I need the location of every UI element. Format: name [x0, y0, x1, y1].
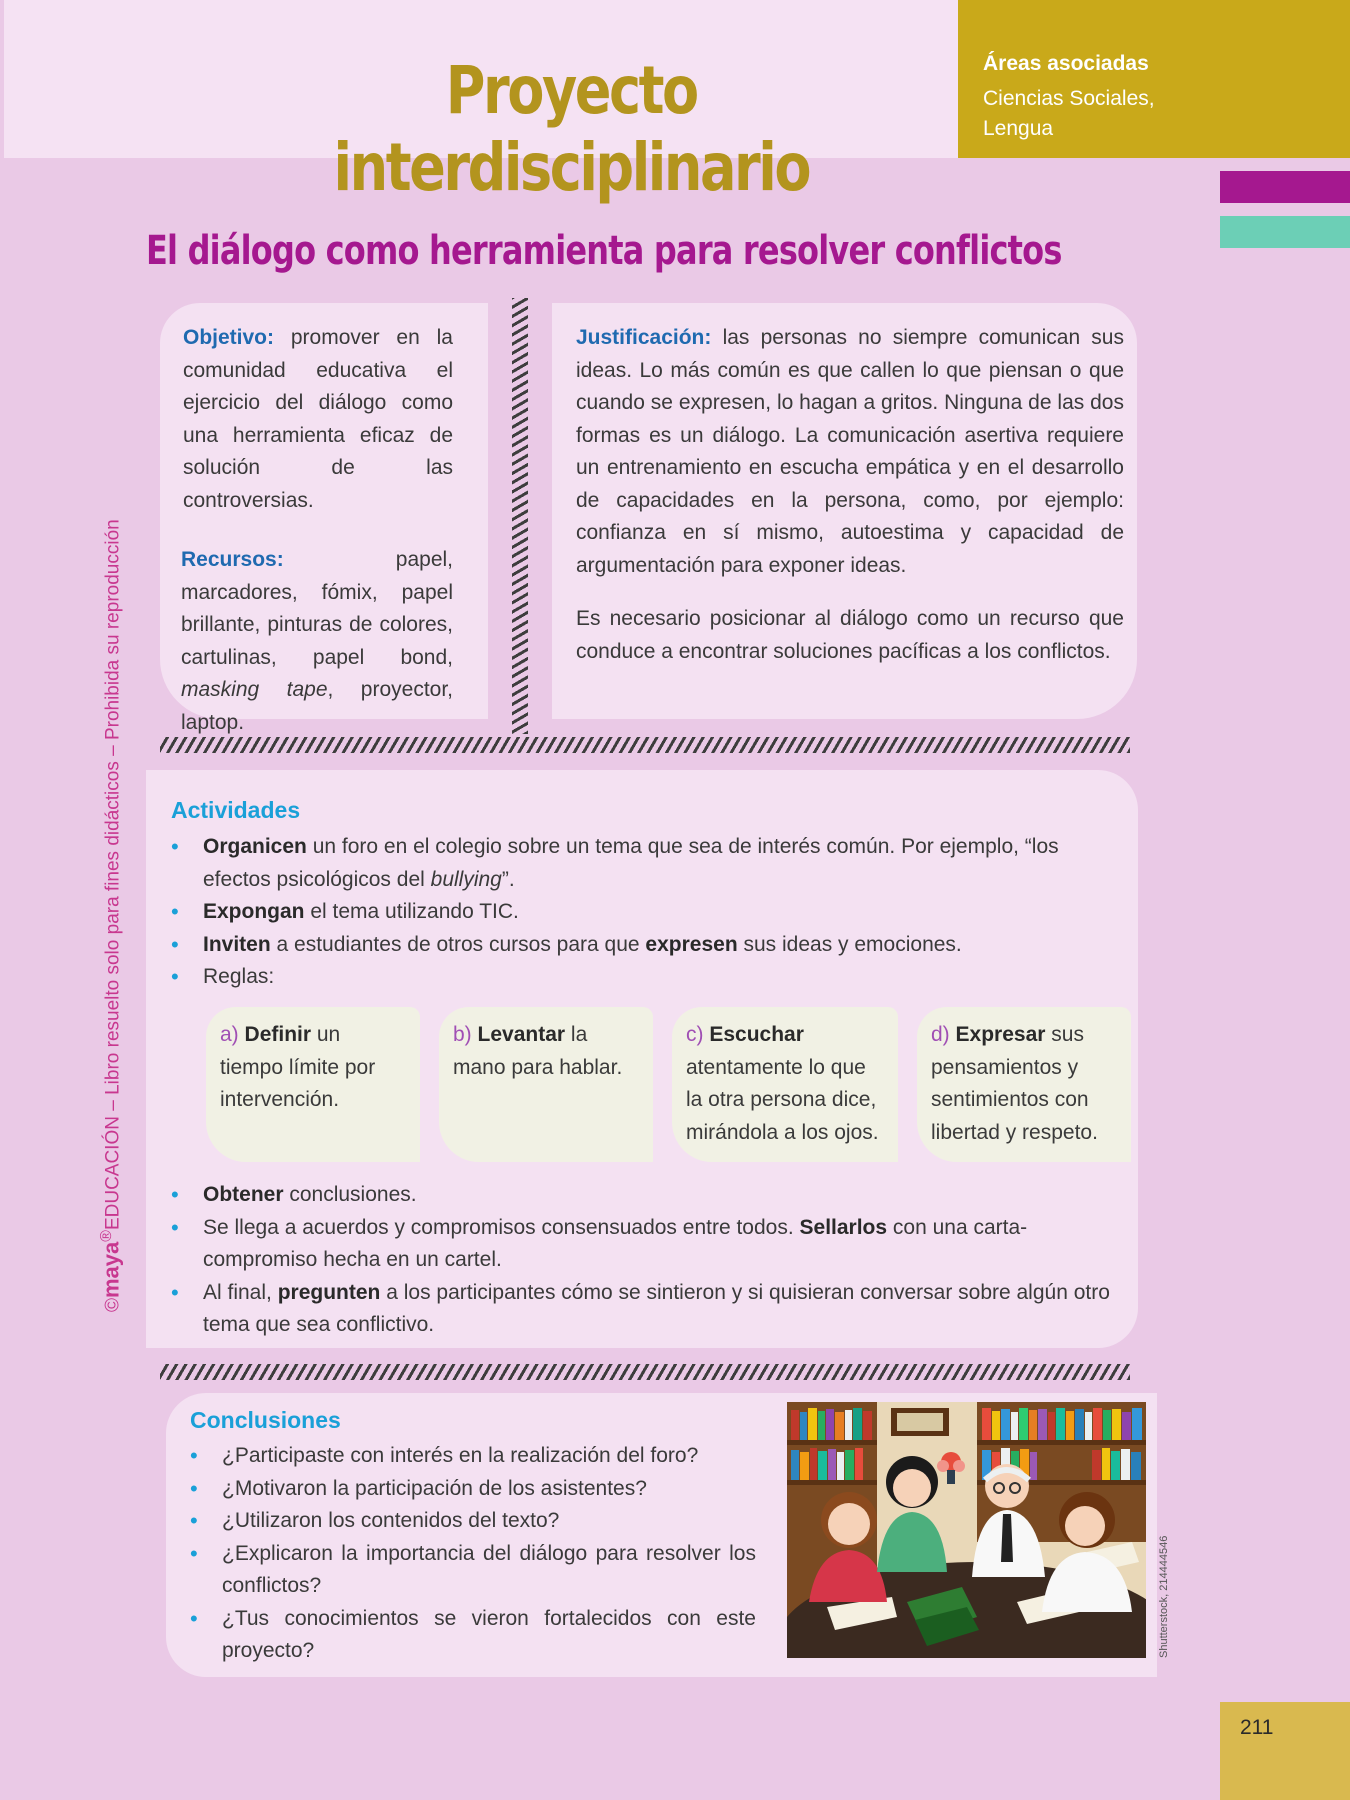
item-end: sus ideas y emociones. — [737, 932, 962, 956]
areas-box — [958, 0, 1350, 158]
rule-keyword: Definir — [244, 1023, 312, 1046]
rule-keyword: Levantar — [477, 1023, 566, 1046]
rule-card-a — [206, 1007, 420, 1162]
list-item: • ¿Participaste con interés en la realización del foro? — [190, 1440, 756, 1473]
list-item — [171, 831, 1131, 896]
justification-label: Justificación: — [576, 326, 712, 349]
rule-letter: d) — [931, 1023, 950, 1046]
rule-text: un tiempo límite por intervención. — [220, 1023, 376, 1111]
rule-card-b — [439, 1007, 653, 1162]
justification-paragraph-2: Es necesario posicionar al diálogo como un recurso que conduce a encontrar soluciones pacíficas a los conflictos. — [576, 607, 1124, 663]
item-text: conclusiones. — [283, 1183, 417, 1206]
item-keyword: Organicen — [203, 835, 307, 858]
item-text: Reglas: — [203, 965, 275, 988]
resources-italic: masking tape — [181, 678, 328, 701]
hatch-divider-top — [160, 737, 1130, 753]
copyright-symbol: © — [102, 1298, 124, 1312]
activities-heading: Actividades — [171, 797, 301, 823]
list-item — [171, 961, 1131, 994]
justification-text — [576, 322, 1124, 668]
page-title: Proyecto interdisciplinario — [333, 52, 810, 206]
justification-paragraph-1 — [576, 322, 1124, 582]
item-keyword-2: expresen — [645, 932, 738, 956]
teal-tab — [1220, 216, 1350, 248]
list-item — [171, 1212, 1131, 1277]
item-keyword: Obtener — [203, 1183, 284, 1206]
list-item: • ¿Tus conocimientos se vieron fortalecidos con este proyecto? — [190, 1603, 756, 1668]
item-keyword: Sellarlos — [799, 1215, 888, 1239]
justification-body: las personas no siempre comunican sus ideas. Lo más común es que callen lo que piensan o que cuando se expresen, lo hagan a gritos. Ninguna de las dos formas es un diálogo. La comunicación asertiva requiere un entrenamiento en escucha empática y en el desarrollo de capacidades en la persona, como, por ejemplo: confianza en sí mismo, autoestima y capacidad de argumentación para exponer ideas. — [576, 326, 1124, 577]
rule-letter: b) — [453, 1023, 472, 1046]
resources-label: Recursos: — [181, 548, 284, 571]
list-item: • ¿Explicaron la importancia del diálogo para resolver los conflictos? — [190, 1538, 756, 1603]
registered-mark: ® — [98, 1230, 115, 1242]
item-keyword: pregunten — [277, 1280, 381, 1304]
objective-text — [183, 322, 453, 517]
item-end: a los participantes cómo se sintieron y si quisieran conversar sobre algún otro tema que sea conflictivo. — [203, 1280, 1110, 1336]
rule-text: sus pensamientos y sentimientos con libertad y respeto. — [931, 1023, 1098, 1144]
rule-card-d — [917, 1007, 1131, 1162]
rule-card-c — [672, 1007, 898, 1162]
rule-text: la mano para hablar. — [453, 1023, 623, 1079]
item-end: con una carta-compromiso hecha en un cartel. — [203, 1215, 1028, 1271]
conclusions-list — [190, 1440, 756, 1668]
list-item — [171, 1179, 1131, 1212]
list-item: • ¿Utilizaron los contenidos del texto? — [190, 1505, 756, 1538]
objective-body: promover en la comunidad educativa el ejercicio del diálogo como una herramienta eficaz de solución de las controversias. — [183, 326, 453, 512]
item-text: Al final, — [203, 1280, 278, 1304]
item-end: ”. — [501, 867, 515, 891]
copyright-text: EDUCACIÓN – Libro resuelto solo para fines didácticos – Prohibida su reproducción — [102, 519, 124, 1231]
brand-logo: maya — [98, 1241, 124, 1298]
areas-text: Ciencias Sociales, Lengua — [983, 87, 1155, 140]
resources-body: papel, marcadores, fómix, papel brillante, pinturas de colores, cartulinas, papel bond, — [181, 548, 453, 669]
conclusions-heading: Conclusiones — [190, 1407, 341, 1433]
activities-list — [171, 831, 1131, 994]
section-title: El diálogo como herramienta para resolver conflictos — [146, 228, 1062, 274]
item-text: Se llega a acuerdos y compromisos consensuados entre todos. — [203, 1215, 800, 1239]
list-item: • ¿Motivaron la participación de los asistentes? — [190, 1473, 756, 1506]
list-item — [171, 1277, 1131, 1342]
page-number-box — [1220, 1702, 1350, 1800]
rule-keyword: Expresar — [955, 1023, 1046, 1046]
resources-end: , proyector, laptop. — [181, 678, 453, 734]
rule-keyword: Escuchar — [709, 1023, 804, 1046]
item-keyword: Expongan — [203, 900, 305, 923]
copyright-side-text — [98, 519, 124, 1312]
areas-label: Áreas asociadas — [983, 52, 1149, 75]
rule-text: atentamente lo que la otra persona dice, mirándola a los ojos. — [686, 1055, 879, 1144]
library-discussion-illustration — [787, 1402, 1146, 1658]
list-item — [171, 896, 1131, 929]
item-text: a estudiantes de otros cursos para que — [270, 932, 646, 956]
objective-label: Objetivo: — [183, 326, 275, 349]
magenta-tab — [1220, 171, 1350, 203]
item-italic: bullying — [430, 867, 502, 891]
vertical-hatch-divider — [512, 298, 528, 734]
item-keyword: Inviten — [203, 932, 271, 956]
rule-letter: a) — [220, 1023, 239, 1046]
page-number: 211 — [1240, 1716, 1274, 1739]
activities-list-continued — [171, 1179, 1131, 1342]
item-text: un foro en el colegio sobre un tema que sea de interés común. Por ejemplo, “los efectos psicológicos del — [203, 835, 1059, 891]
image-credit: Shutterstock, 214444546 — [1158, 1535, 1170, 1658]
item-text: el tema utilizando TIC. — [304, 900, 519, 923]
list-item — [171, 929, 1131, 962]
hatch-divider-bottom — [160, 1364, 1130, 1380]
resources-text — [181, 544, 453, 739]
illustration-svg — [787, 1402, 1146, 1658]
header-band — [4, 0, 958, 206]
rule-letter: c) — [686, 1023, 704, 1046]
